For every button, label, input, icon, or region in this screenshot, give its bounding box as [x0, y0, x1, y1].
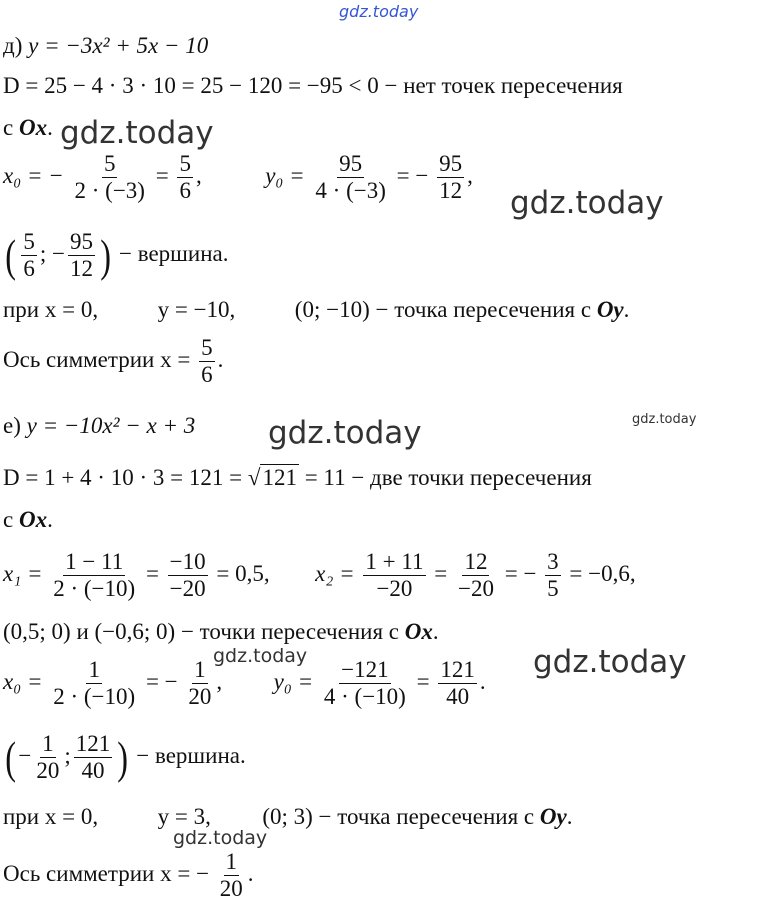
fraction — [437, 152, 464, 203]
numerator: 1 − 11 — [63, 550, 125, 576]
numerator: 121 — [438, 658, 477, 684]
x1-lhs: x₁ = — [3, 560, 43, 586]
denominator: 6 — [23, 256, 35, 282]
fraction — [363, 550, 425, 601]
fraction — [74, 732, 113, 783]
numerator: 5 — [177, 152, 193, 178]
denominator: 20 — [36, 758, 60, 784]
axis-label: Ox — [18, 507, 48, 532]
numerator: 1 — [224, 850, 240, 876]
text: = — [145, 560, 159, 586]
text: − вершина. — [119, 240, 229, 266]
denominator: 20 — [188, 684, 212, 710]
part-e-roots — [3, 550, 636, 601]
denominator: 12 — [69, 256, 93, 282]
denominator: 12 — [439, 178, 463, 204]
numerator: 5 — [21, 230, 37, 256]
sqrt-sign: √ — [247, 465, 261, 490]
fraction — [68, 230, 95, 281]
text: − — [18, 742, 32, 768]
fraction — [218, 850, 245, 901]
text: (0,5; 0) и (−0,6; 0) − точки пересечения с — [3, 619, 399, 644]
numerator: 5 — [102, 152, 118, 178]
denominator: −20 — [457, 576, 494, 602]
text: (0; −10) − точка пересечения с — [294, 297, 592, 322]
denominator: 2 · (−10) — [53, 576, 136, 602]
part-label: д) — [3, 33, 23, 58]
numerator: 1 — [192, 658, 208, 684]
numerator: −121 — [339, 658, 390, 684]
y0-lhs: y₀ = — [273, 668, 314, 694]
fraction — [51, 658, 137, 709]
text: y = 3, — [157, 804, 211, 829]
watermark: gdz.today — [60, 115, 214, 151]
fraction — [34, 732, 61, 783]
fraction — [313, 152, 387, 203]
watermark: gdz.today — [173, 827, 268, 849]
denominator: 5 — [547, 576, 559, 602]
text: = — [416, 668, 430, 694]
text: при x = 0, — [3, 804, 99, 829]
text: y = −10, — [157, 297, 236, 322]
part-e-discriminant — [3, 464, 592, 490]
text: ; — [64, 742, 71, 768]
fraction — [168, 550, 208, 601]
numerator: 1 + 11 — [363, 550, 425, 576]
x0-lhs: x₀ = − — [3, 162, 64, 188]
numerator: 1 — [86, 658, 102, 684]
paren: ( — [5, 229, 17, 281]
watermark: gdz.today — [213, 645, 308, 667]
watermark-top: gdz.today — [339, 2, 419, 21]
text: = 0,5, — [216, 560, 270, 586]
text: с — [3, 115, 14, 140]
text: (0; 3) − точка пересечения с — [262, 804, 535, 829]
fraction — [177, 152, 193, 203]
discriminant: D = 1 + 4 · 10 · 3 = 121 = — [3, 465, 243, 490]
text: Ось симметрии x = − — [3, 860, 210, 886]
numerator: 1 — [40, 732, 56, 758]
part-d-vertex — [3, 230, 228, 281]
part-d-discriminant — [3, 74, 623, 97]
part-d-symmetry: Ось симметрии x = $\frac{5}{6}$ . — [3, 335, 224, 388]
part-e-vertex — [3, 732, 246, 783]
part-d-equation — [3, 34, 208, 57]
axis-label: Ox — [404, 619, 433, 644]
text: с — [3, 507, 14, 532]
fraction — [438, 658, 477, 709]
text: = 11 − две точки пересечения — [304, 465, 592, 490]
numerator: 3 — [545, 550, 561, 576]
text: Ось симметрии x = — [3, 346, 191, 372]
denominator: 6 — [201, 362, 213, 388]
denominator: 4 · (−3) — [315, 178, 386, 204]
part-e-equation — [3, 414, 195, 437]
text: = − — [145, 668, 178, 694]
numerator: 95 — [437, 152, 464, 178]
text: = — [155, 162, 169, 188]
sqrt-radicand: 121 — [262, 465, 297, 490]
watermark: gdz.today — [510, 185, 664, 221]
watermark: gdz.today — [533, 644, 687, 680]
paren: ) — [117, 731, 129, 783]
denominator: 4 · (−10) — [323, 684, 406, 710]
watermark: gdz.today — [268, 415, 422, 451]
part-e-with-ox: с Ox. — [3, 507, 53, 532]
numerator: 5 — [199, 336, 215, 362]
part-label: е) — [3, 413, 21, 438]
denominator: 2 · (−3) — [74, 178, 145, 204]
denominator: −20 — [169, 576, 206, 602]
watermark: gdz.today — [632, 412, 697, 427]
fraction — [322, 658, 408, 709]
axis-label: Oy — [596, 297, 624, 322]
part-e-vertex-coords: x₀ = $\frac{1}{2 \cdot (-10)}$ = − $\frac{1}{20}$ , y₀ = $\frac{-121}{4 \cdot (-10)}$ = $\frac{121}{40}$ . — [3, 657, 486, 710]
denominator: 40 — [446, 684, 470, 710]
text: ; − — [39, 240, 65, 266]
axis-label: Ox — [18, 115, 48, 140]
text: при x = 0, — [3, 297, 99, 322]
part-d-vertex-coords: x₀ = − $\frac{5}{2 \cdot (-3)}$ = $\frac{5}{6}$ , y₀ = $\frac{95}{4 \cdot (-3)}$ = − $\frac{95}{12}$ , — [3, 151, 473, 204]
text: − вершина. — [136, 742, 246, 768]
numerator: 95 — [337, 152, 364, 178]
fraction — [21, 230, 37, 281]
part-e-points: (0,5; 0) и (−0,6; 0) − точки пересечения с Ox. — [3, 619, 439, 644]
equation: y = −10x² − x + 3 — [26, 413, 196, 438]
fraction — [456, 550, 496, 601]
text: = — [434, 560, 448, 586]
denominator: 40 — [81, 758, 105, 784]
axis-label: Oy — [539, 804, 567, 829]
text: = − — [504, 560, 537, 586]
text: = − — [396, 162, 429, 188]
fraction — [51, 550, 137, 601]
text: = −0,6, — [569, 560, 636, 586]
fraction — [186, 658, 213, 709]
fraction — [73, 152, 147, 203]
x0-lhs: x₀ = — [3, 668, 43, 694]
paren: ) — [100, 229, 111, 281]
denominator: −20 — [376, 576, 413, 602]
part-d-with-ox: с Ox. — [3, 115, 53, 140]
numerator: 12 — [462, 550, 489, 576]
discriminant: D = 25 − 4 · 3 · 10 = 25 − 120 = −95 < 0 − нет точек пересечения — [3, 73, 623, 98]
part-d-oy: при x = 0, y = −10, (0; −10) − точка пересечения с Oy. — [3, 297, 630, 322]
numerator: 95 — [68, 230, 95, 256]
fraction — [545, 550, 561, 601]
denominator: 20 — [219, 876, 243, 901]
numerator: 121 — [74, 732, 113, 758]
part-e-symmetry: Ось симметрии x = − $\frac{1}{20}$ . — [3, 849, 254, 901]
y0-lhs: y₀ = — [265, 162, 305, 188]
equation: y = −3x² + 5x − 10 — [28, 33, 209, 58]
numerator: −10 — [168, 550, 208, 576]
denominator: 2 · (−10) — [53, 684, 136, 710]
part-e-oy: при x = 0, y = 3, (0; 3) − точка пересечения с Oy. — [3, 804, 573, 829]
fraction — [199, 336, 215, 387]
x2-lhs: x₂ = — [315, 560, 355, 586]
denominator: 6 — [179, 178, 191, 204]
paren: ( — [5, 731, 17, 783]
